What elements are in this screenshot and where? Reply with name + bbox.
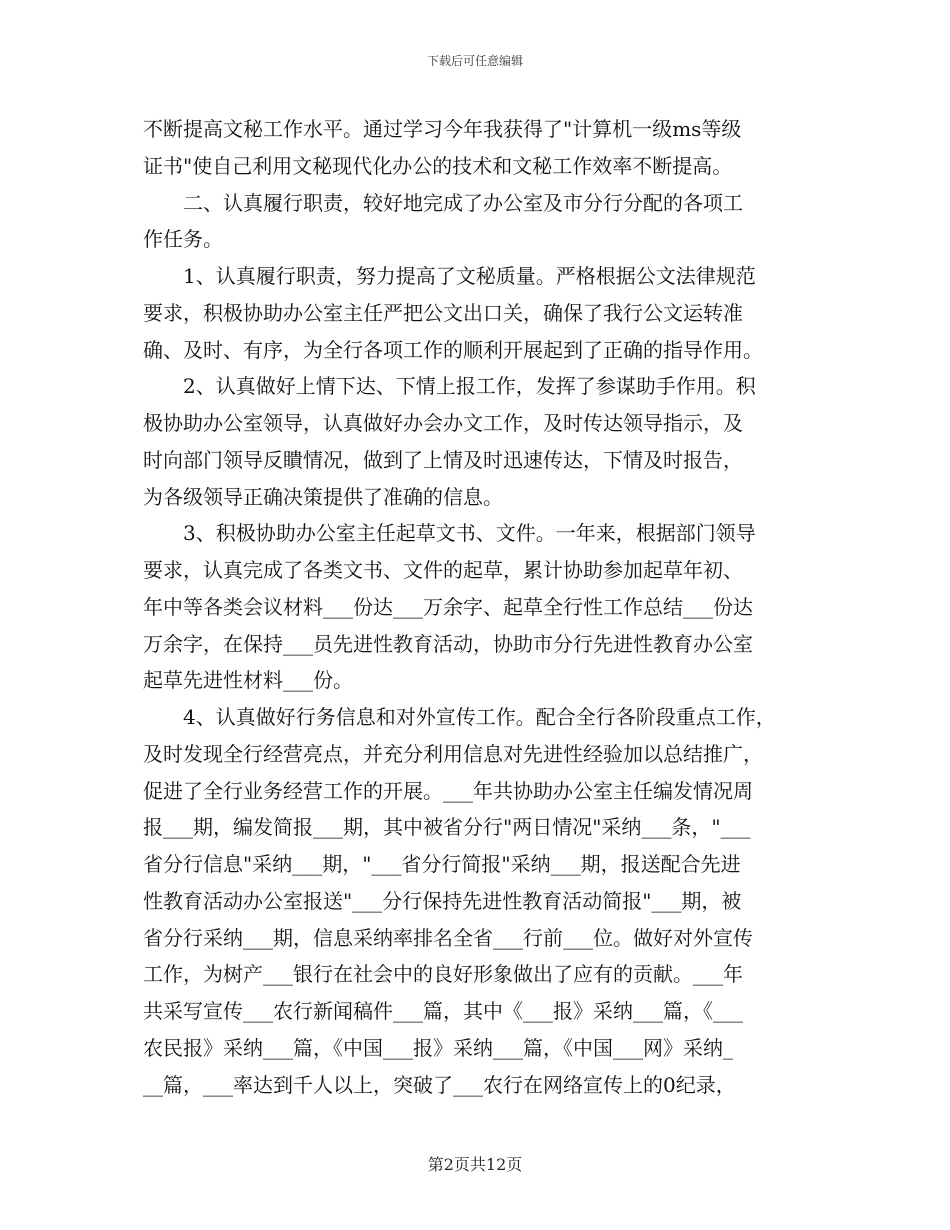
body-line: 极协助办公室领导，认真做好办会办文工作，及时传达领导指示，及 [143,411,743,435]
body-line: 确、及时、有序，为全行各项工作的顺利开展起到了正确的指导作用。 [143,337,763,362]
body-line: 性教育活动办公室报送"___分行保持先进性教育活动简报"___期，被 [143,888,742,913]
body-line: 4、认真做好行务信息和对外宣传工作。配合全行各阶段重点工作， [183,705,776,729]
body-line: 省分行信息"采纳___期，"___省分行简报"采纳___期，报送配合先进 [143,852,741,876]
body-line: 二、认真履行职责，较好地完成了办公室及市分行分配的各项工 [183,190,743,215]
body-line: 及时发现全行经营亮点，并充分利用信息对先进性经验加以总结推广， [143,741,763,766]
body-line: 促进了全行业务经营工作的开展。___年共协助办公室主任编发情况周 [143,778,753,803]
body-line: 要求，认真完成了各类文书、文件的起草，累计协助参加起草年初、 [143,558,743,582]
body-line: 年中等各类会议材料___份达___万余字、起草全行性工作总结___份达 [143,594,753,619]
page-header: 下载后可任意编辑 [426,54,523,68]
body-line: __篇，___率达到千人以上，突破了___农行在网络宣传上的0纪录， [143,1072,736,1097]
body-line: 省分行采纳___期，信息采纳率排名全省___行前___位。做好对外宣传 [143,925,753,950]
body-line: 起草先进性材料___份。 [143,668,353,693]
body-line: 作任务。 [143,227,223,252]
body-line: 1、认真履行职责，努力提高了文秘质量。严格根据公文法律规范 [183,264,756,288]
body-line: 万余字，在保持___员先进性教育活动，协助市分行先进性教育办公室 [143,631,753,656]
body-line: 要求，积极协助办公室主任严把公文出口关，确保了我行公文运转准 [143,300,743,325]
document-body [143,111,823,1103]
body-line: 工作，为树产___银行在社会中的良好形象做出了应有的贡献。___年 [143,962,743,987]
body-line: 为各级领导正确决策提供了准确的信息。 [143,484,503,509]
body-line: 农民报》采纳___篇，《中国___报》采纳___篇，《中国___网》采纳_ [143,1035,733,1060]
body-line: 共采写宣传___农行新闻稿件___篇，其中《___报》采纳___篇，《___ [143,999,743,1023]
body-line: 2、认真做好上情下达、下情上报工作，发挥了参谋助手作用。积 [183,374,756,399]
body-line: 3、积极协助办公室主任起草文书、文件。一年来，根据部门领导 [183,521,756,546]
body-line: 报___期，编发简报___期，其中被省分行"两日情况"采纳___条，"___ [143,815,751,840]
body-line: 不断提高文秘工作水平。通过学习今年我获得了"计算机一级ms等级 [143,117,742,141]
body-line: 时向部门领导反瞶情况，做到了上情及时迅速传达，下情及时报告， [143,447,743,472]
page-footer: 第2页共12页 [427,1155,523,1174]
body-line: 证书"使自己利用文秘现代化办公的技术和文秘工作效率不断提高。 [143,153,733,178]
